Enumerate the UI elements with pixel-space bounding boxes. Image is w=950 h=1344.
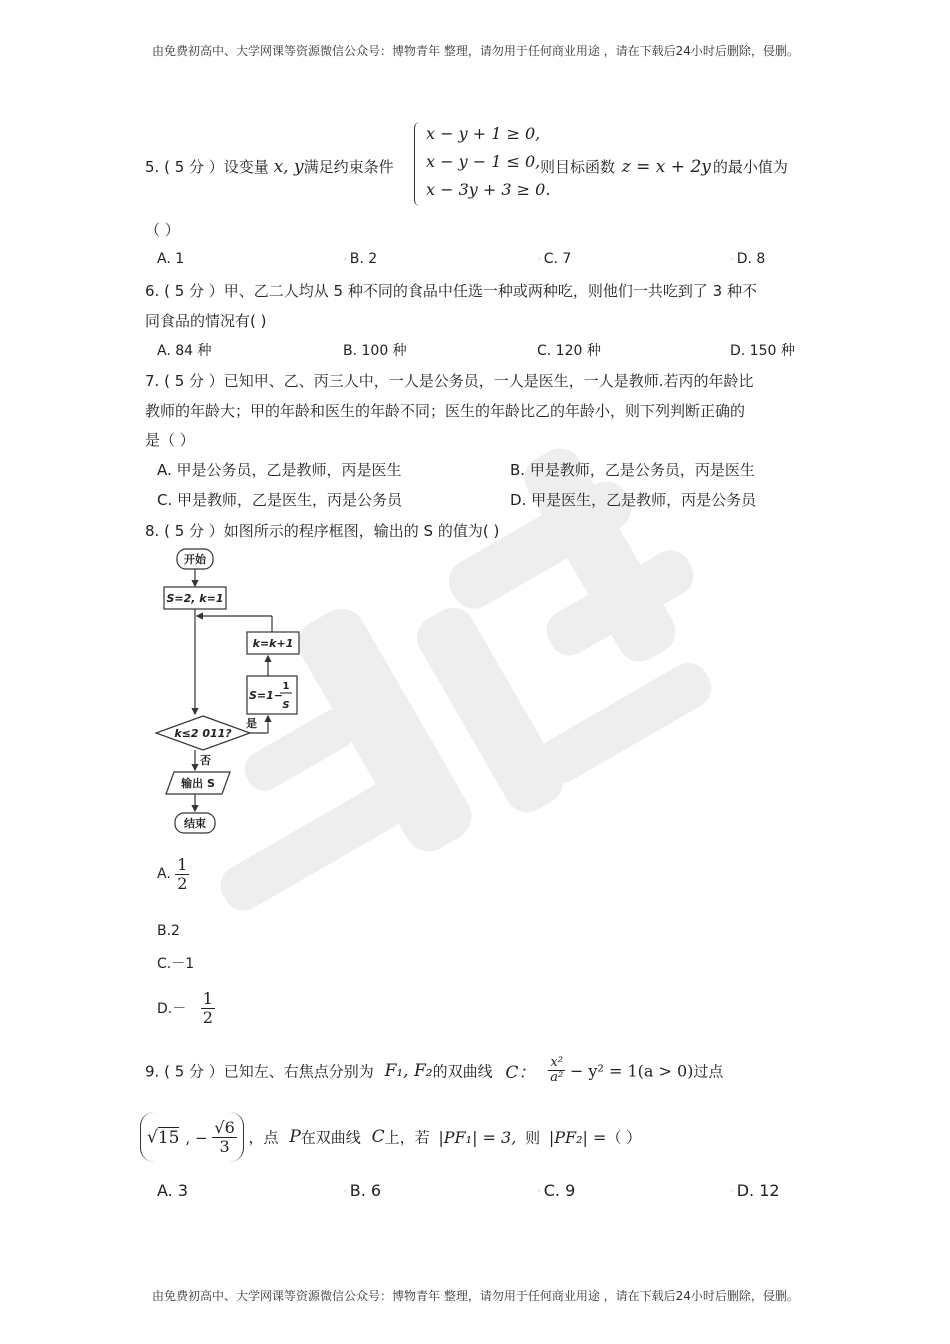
flow-cond-label: k≤2 011?: [174, 727, 232, 740]
q5-vars: x, y: [273, 157, 304, 177]
q9-line2: [140, 1112, 641, 1162]
q5-objective: z = x + 2y: [621, 157, 711, 177]
q9-pass: 过点: [693, 1062, 724, 1081]
page-footer: 由免费初高中、大学网课等资源微信公众号：博物青年 整理，请勿用于任何商业用途 ，请在下载后24小时后删除，侵删。: [152, 1289, 799, 1303]
q7-option-d: D. 甲是医生，乙是教师，丙是公务员: [510, 491, 757, 509]
q7-line3: 是（ ）: [145, 431, 195, 449]
q5-option-b: ◦ B. 2: [343, 251, 378, 267]
q7-line2: 教师的年龄大；甲的年龄和医生的年龄不同；医生的年龄比乙的年龄小，则下列判断正确的: [145, 402, 746, 420]
q5-then: 则目标函数: [540, 158, 616, 176]
q6-option-b: B. 100 种: [343, 343, 407, 359]
q8-option-d-frac: $\frac{1}{2}$: [202, 989, 213, 1027]
q7-option-c: C. 甲是教师，乙是医生，丙是公务员: [157, 491, 403, 509]
q5-constraints: [426, 120, 550, 204]
q9-P: P: [289, 1127, 301, 1147]
q8-option-c: C.－1: [157, 956, 195, 972]
q8-option-d: D.－ $\frac{1}{2}$: [157, 989, 213, 1027]
q9-point: √15 , − $\frac{√6}{3}$: [140, 1112, 244, 1162]
q5-mid: 满足约束条件: [303, 158, 394, 176]
q9-prefix: 9. ( 5 分 ）已知左、右焦点分别为: [145, 1062, 374, 1081]
q5-suffix: 的最小值为: [712, 158, 788, 176]
q7-option-b: B. 甲是教师，乙是公务员，丙是医生: [510, 461, 755, 479]
q9-on: 在双曲线: [300, 1128, 361, 1147]
q9-curve: C：: [505, 1063, 536, 1084]
q5-prefix: [145, 156, 394, 177]
q9-eq-rest: − y² = 1(a > 0): [569, 1061, 694, 1081]
q9-pf1: |PF₁| = 3,: [438, 1127, 517, 1147]
q9-line1: [145, 1056, 723, 1086]
q9-paren: （ ）: [606, 1128, 642, 1147]
q9-C: C: [371, 1127, 385, 1147]
q9-pf2: |PF₂| =: [548, 1127, 607, 1147]
flow-start-label: 开始: [184, 553, 206, 566]
q5-label: 5. ( 5 分 ）设变量: [145, 158, 269, 176]
q7-option-a: A. 甲是公务员，乙是教师，丙是医生: [157, 461, 402, 479]
q9-option-c: ◦ C. 9: [537, 1181, 576, 1200]
q6-option-c: C. 120 种: [537, 343, 601, 359]
q5-option-c: ◦ C. 7: [537, 251, 572, 267]
q6-line2: 同食品的情况有( ): [145, 312, 267, 330]
q5-paren: （ ）: [145, 221, 180, 239]
q9-option-d: ◦ D. 12: [730, 1181, 780, 1200]
q6-option-a: A. 84 种: [157, 343, 212, 359]
q6-option-d: D. 150 种: [730, 343, 795, 359]
q6-line1: 6. ( 5 分 ）甲、乙二人均从 5 种不同的食品中任选一种或两种吃，则他们一共吃到了 3 种不: [145, 282, 757, 300]
q8-stem: 8. ( 5 分 ）如图所示的程序框图，输出的 S 的值为( ): [145, 522, 500, 540]
q9-point-text: ，点: [248, 1128, 279, 1147]
q9-point-frac: $\frac{√6}{3}$: [214, 1118, 235, 1156]
q9-then: 则: [525, 1128, 541, 1147]
q5-brace: [414, 122, 425, 206]
flow-update-prefix: S=1−: [249, 689, 284, 702]
q9-foci: F₁, F₂: [384, 1060, 433, 1081]
q9-mid: 的双曲线: [432, 1062, 493, 1081]
q9-cond1: 上，若: [384, 1128, 430, 1147]
flow-incr-label: k=k+1: [252, 637, 294, 650]
q5-tail: [540, 156, 788, 177]
flow-yes-label: 是: [246, 717, 257, 730]
q5-option-a: A. 1: [157, 251, 185, 267]
q9-option-a: A. 3: [157, 1181, 189, 1200]
flow-no-label: 否: [200, 754, 211, 767]
flow-update-num: 1: [282, 681, 290, 692]
page-header: 由免费初高中、大学网课等资源微信公众号：博物青年 整理，请勿用于任何商业用途 ，请在下载后24小时后删除，侵删。: [152, 44, 799, 58]
flow-output-label: 输出 S: [181, 777, 215, 790]
flow-end-label: 结束: [184, 817, 206, 830]
q8-option-a: A. $\frac{1}{2}$: [157, 855, 188, 893]
q9-option-b: ◦ B. 6: [343, 1181, 382, 1200]
q8-option-b: B.2: [157, 923, 180, 939]
q5-constraint-3: x − 3y + 3 ≥ 0.: [426, 180, 551, 199]
q5-option-d: ◦ D. 8: [730, 251, 766, 267]
q8-flowchart: [150, 544, 310, 840]
flow-update-den: S: [282, 700, 290, 711]
q9-eq-frac: $\frac{\text{x²}}{\text{a²}}$: [550, 1055, 564, 1086]
q5-constraint-1: x − y + 1 ≥ 0,: [426, 124, 541, 143]
flow-init-label: S=2, k=1: [166, 592, 224, 605]
q7-line1: 7. ( 5 分 ）已知甲、乙、丙三人中，一人是公务员，一人是医生，一人是教师.若丙的年龄比: [145, 372, 754, 390]
q5-constraint-2: x − y − 1 ≤ 0,: [426, 152, 541, 171]
q8-option-a-frac: $\frac{1}{2}$: [177, 855, 188, 893]
